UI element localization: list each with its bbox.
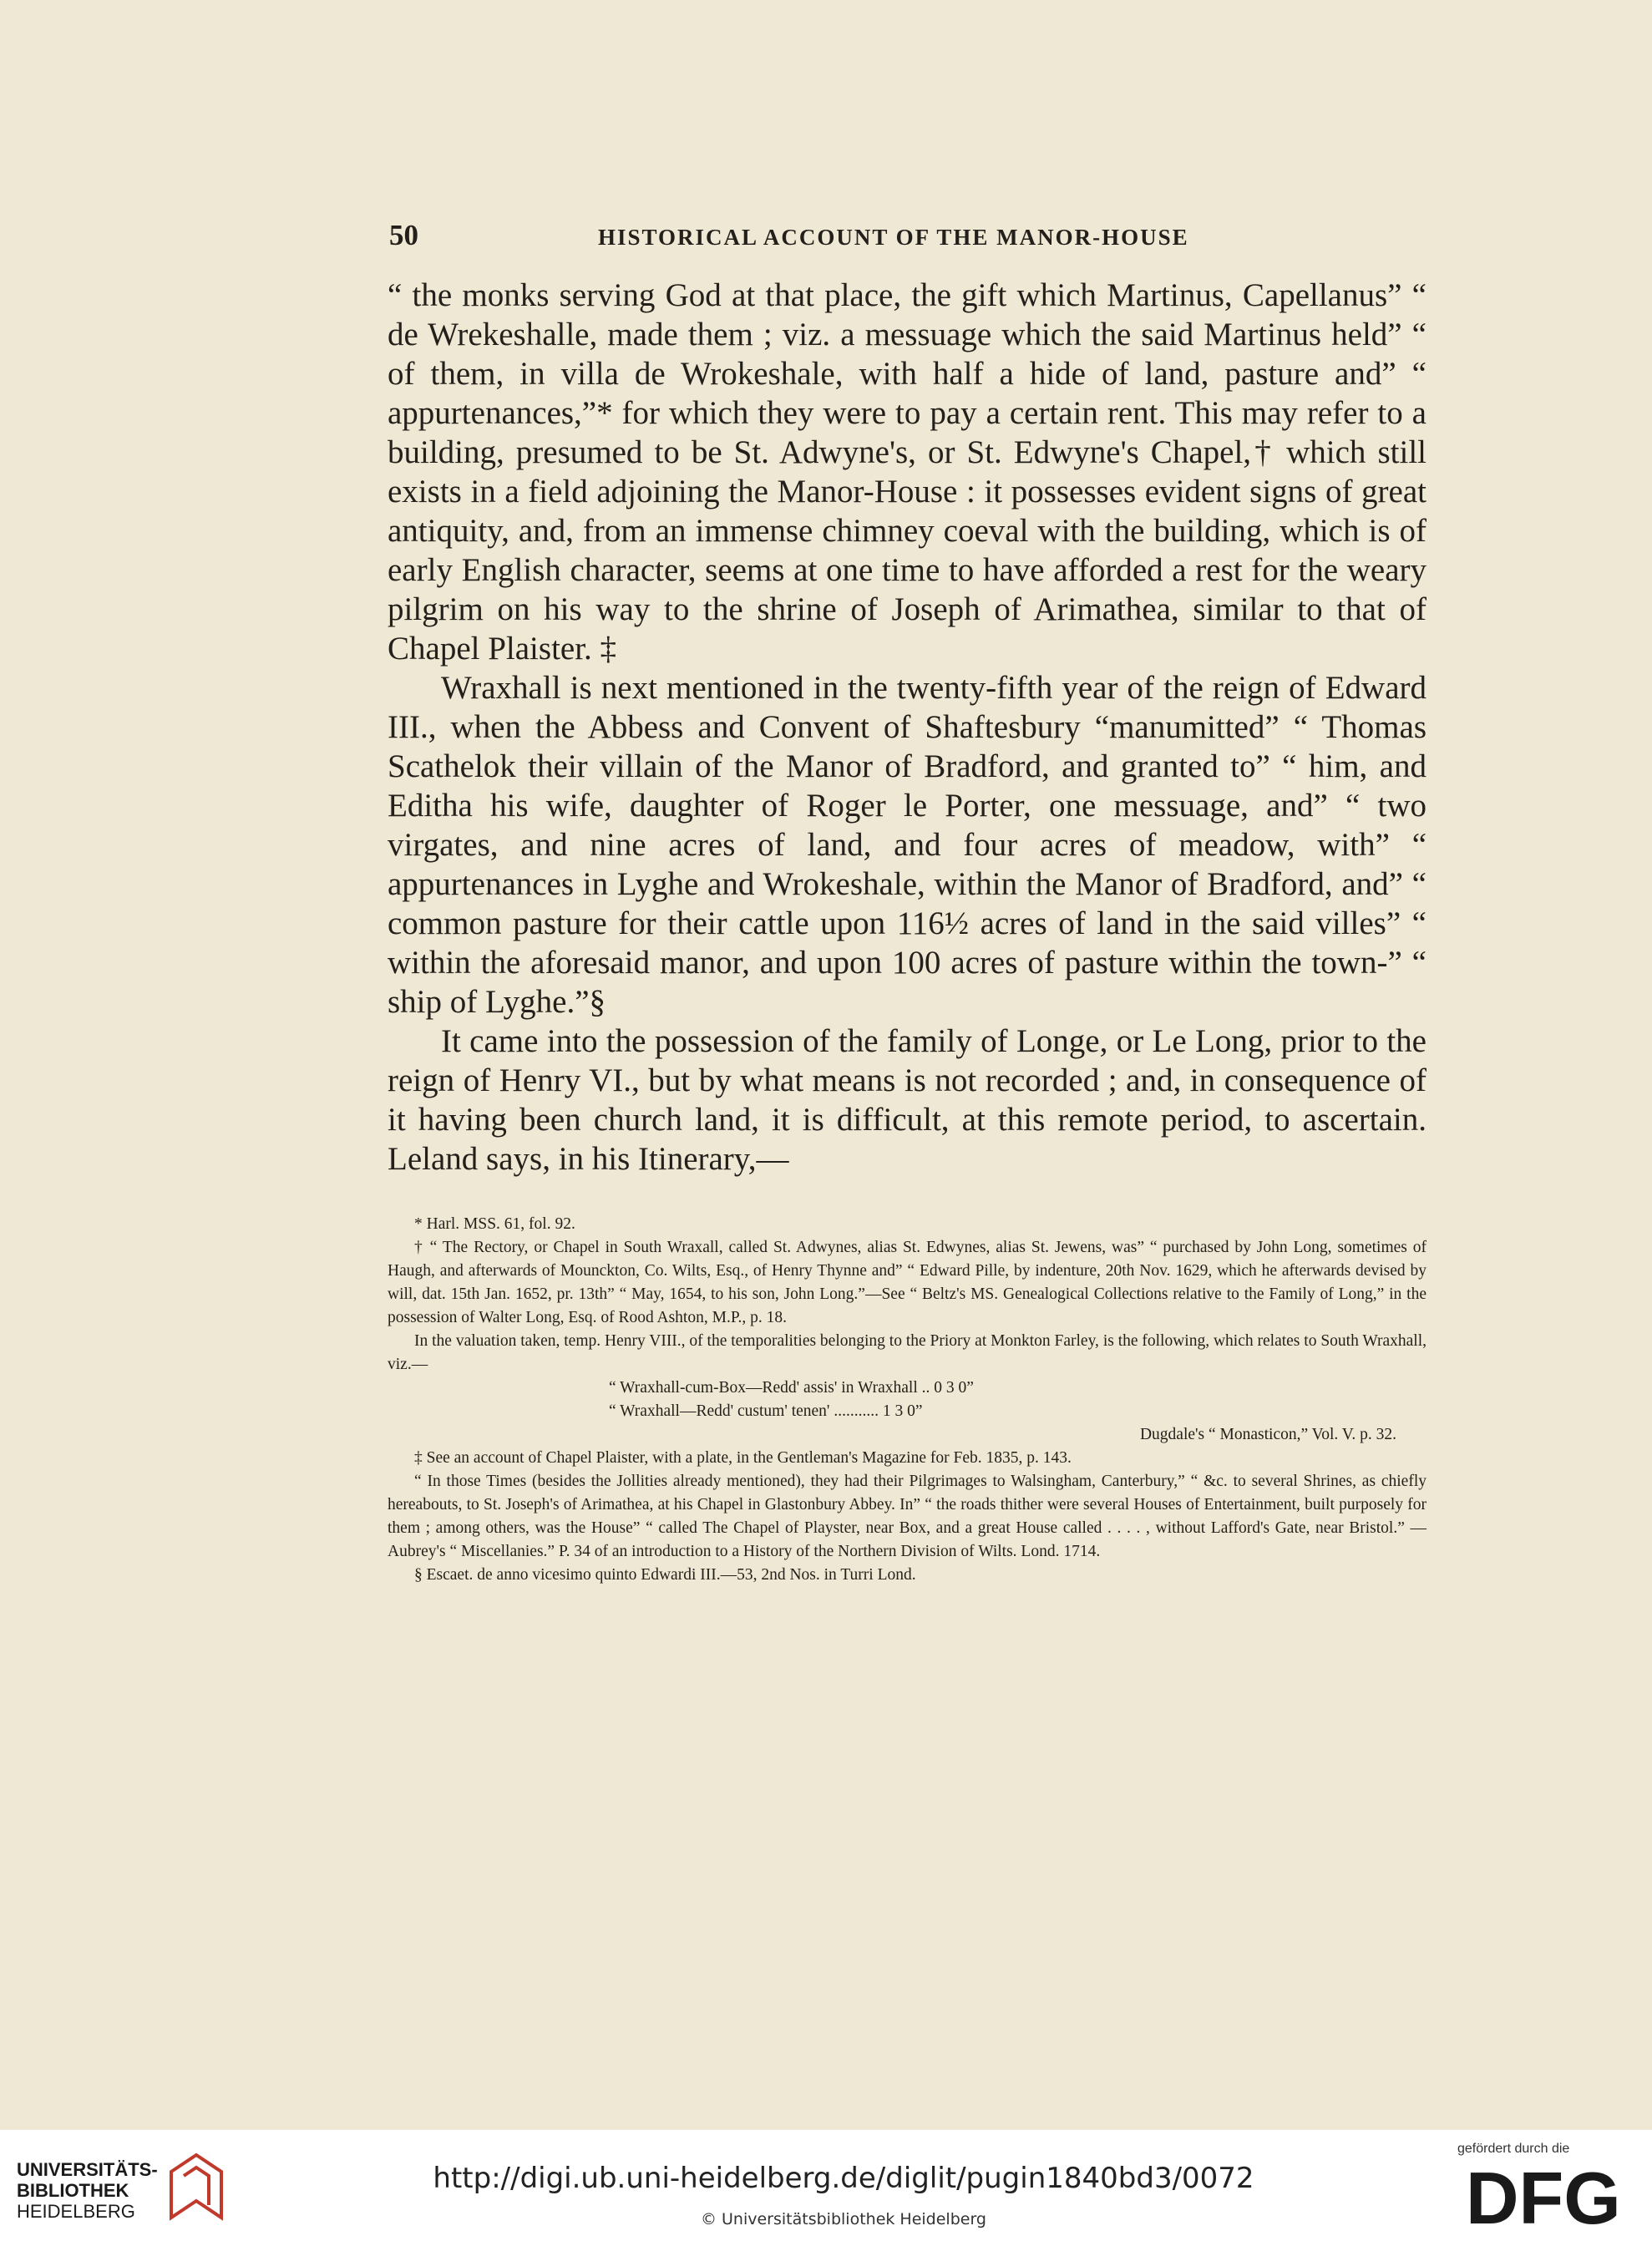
footer-bar [0,2130,1652,2241]
paragraph-1: “ the monks serving God at that place, the gift which Martinus, Capellanus” “ de Wrekeshalle, made them ; viz. a messuage which the said Martinus held” “ of them, in villa de Wrokeshale, with half a hide of land, pasture and” “ appurtenances,”* for which they were to pay a certain rent. This may refer to a building, presumed to be St. Adwyne's, or St. Edwyne's Chapel,† which still exists in a field adjoining the Manor-House : it possesses evident signs of great antiquity, and, from an immense chimney coeval with the building, which is of early English character, seems at one time to have afforded a rest for the weary pilgrim on his way to the shrine of Joseph of Arimathea, similar to that of Chapel Plaister. ‡ [388,277,1426,667]
library-logo-text [17,2159,158,2222]
library-line-3: HEIDELBERG [17,2201,135,2222]
valuation-row-1: “ Wraxhall-cum-Box—Redd' assis' in Wraxhall .. 0 3 0” [609,1379,974,1397]
svg-text:DFG: DFG [1466,2162,1621,2232]
funding-note: gefördert durch die [1457,2142,1570,2156]
footnote-4: ‡ See an account of Chapel Plaister, with a plate, in the Gentleman's Magazine for Feb. 1835, p. 143. [414,1449,1072,1467]
footnotes [388,1213,1426,1587]
library-logo-icon [163,2151,230,2222]
page-number: 50 [389,219,418,251]
footnote-2: † “ The Rectory, or Chapel in South Wraxall, called St. Adwynes, alias St. Edwynes, alias St. Jewens, was” “ purchased by John Long, sometimes of Haugh, and afterwards of Mounckton, Co. Wilts, Esq., of Henry Thynne and” “ Edward Pille, by indenture, 20th Nov. 1629, which he afterwards devised by will, dat. 15th Jan. 1652, pr. 13th” “ May, 1654, to his son, John Long.”—See “ Beltz's MS. Genealogical Collections relative to the Family of Long,” in the possession of Walter Long, Esq. of Rood Ashton, M.P., p. 18. [388,1239,1426,1326]
footnote-5: “ In those Times (besides the Jollities already mentioned), they had their Pilgrimages to Walsingham, Canterbury,” “ &c. to several Shrines, as chiefly hereabouts, to St. Joseph's of Arimathea, at his Chapel in Glastonbury Abbey. In” “ the roads thither were several Houses of Entertainment, built purposely for them ; among others, was the House” “ called The Chapel of Playster, near Box, and a great House called . . . . , without Lafford's Gate, near Bristol.” —Aubrey's “ Miscellanies.” P. 34 of an introduction to a History of the Northern Division of Wilts. Lond. 1714. [388,1473,1426,1560]
dfg-logo-icon [1466,2162,1629,2232]
paragraph-2: Wraxhall is next mentioned in the twenty-fifth year of the reign of Edward III., when the Abbess and Convent of Shaftesbury “manumitted” “ Thomas Scathelok their villain of the Manor of Bradford, and granted to” “ him, and Editha his wife, daughter of Roger le Porter, one messuage, and” “ two virgates, and nine acres of land, and four acres of meadow, with” “ appurtenances in Lyghe and Wrokeshale, within the Manor of Bradford, and” “ common pasture for their cattle upon 116½ acres of land in the said villes” “ within the aforesaid manor, and upon 100 acres of pasture within the town-” “ ship of Lyghe.”§ [388,670,1426,1020]
citation: Dugdale's “ Monasticon,” Vol. V. p. 32. [1139,1426,1396,1443]
footnote-3: In the valuation taken, temp. Henry VIII., of the temporalities belonging to the Priory at Monkton Farley, is the following, which relates to South Wraxhall, viz.— [388,1332,1426,1373]
running-title: HISTORICAL ACCOUNT OF THE MANOR-HOUSE [598,225,1189,250]
footnote-6: § Escaet. de anno vicesimo quinto Edwardi III.—53, 2nd Nos. in Turri Lond. [414,1566,916,1584]
library-line-2: BIBLIOTHEK [17,2180,129,2201]
permalink-url[interactable]: http://digi.ub.uni-heidelberg.de/diglit/pugin1840bd3/0072 [433,2162,1254,2195]
copyright-notice: © Universitätsbibliothek Heidelberg [700,2210,986,2228]
main-text [388,276,1426,1179]
valuation-row-2: “ Wraxhall—Redd' custum' tenen' ........... 1 3 0” [609,1402,923,1420]
page-header [389,219,1426,252]
footnote-1: * Harl. MSS. 61, fol. 92. [414,1215,575,1233]
paragraph-3: It came into the possession of the family of Longe, or Le Long, prior to the reign of Henry VI., but by what means is not recorded ; and, in consequence of it having been church land, it is difficult, at this remote period, to ascertain. Leland says, in his Itinerary,— [388,1023,1426,1177]
library-line-1: UNIVERSITÄTS- [17,2159,158,2180]
